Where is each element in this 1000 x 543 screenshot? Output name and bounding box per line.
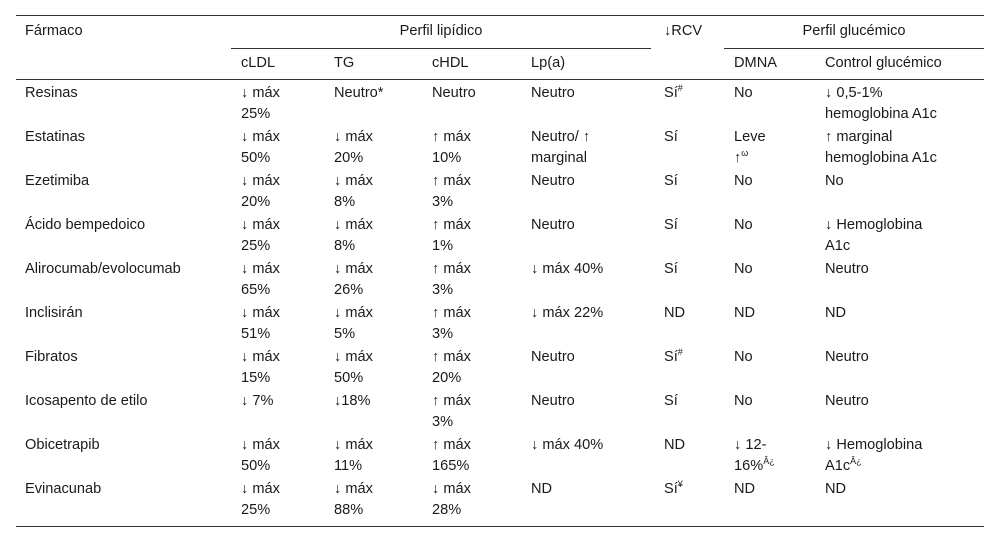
cell-chdl — [432, 259, 524, 300]
cell-tg — [334, 259, 424, 300]
cell-lpa — [531, 435, 656, 456]
cell-farmaco: Inclisirán — [25, 305, 83, 321]
tg-line: ↓18% — [334, 393, 371, 409]
cell-chdl — [432, 347, 524, 388]
rcv-value: Sí — [664, 129, 678, 145]
tg-line: 50% — [334, 369, 364, 386]
tg-line: 26% — [334, 281, 364, 298]
cell-farmaco: Alirocumab/evolocumab — [25, 261, 181, 277]
cldl-line: 65% — [241, 281, 271, 298]
cldl-line: 25% — [241, 501, 271, 518]
cell-rcv — [664, 259, 719, 280]
cell-lpa — [531, 127, 656, 168]
rcv-value: ND — [664, 437, 686, 453]
rcv-value: Sí — [664, 217, 678, 233]
cldl-line: ↓ máx — [241, 85, 280, 101]
cell-dmna — [734, 303, 814, 324]
tg-line: 8% — [334, 237, 356, 254]
header-rcv: ↓RCV — [664, 23, 703, 39]
chdl-line: ↑ máx — [432, 437, 471, 453]
tg-line: ↓ máx — [334, 261, 373, 277]
cldl-line: ↓ máx — [241, 173, 280, 189]
cell-tg — [334, 171, 424, 212]
cell-control — [825, 171, 980, 192]
cell-chdl — [432, 303, 524, 344]
dmna-line: ND — [734, 305, 756, 321]
tg-line: 11% — [334, 457, 363, 474]
dmna-line: ↑$^\omega$ — [734, 147, 749, 166]
rcv-footnote-mark: # — [677, 347, 683, 357]
cell-control — [825, 479, 980, 500]
control-line: $A1c^{Â¿}$ — [825, 455, 862, 474]
cell-cldl — [241, 171, 326, 212]
lipid-group-rule — [231, 48, 651, 49]
cell-control — [825, 303, 980, 324]
cldl-line: 15% — [241, 369, 271, 386]
cell-lpa — [531, 479, 656, 500]
rcv-value: Sí — [664, 481, 678, 497]
dmna-line: No — [734, 85, 753, 101]
dmna-line: No — [734, 261, 753, 277]
lpa-line: marginal — [531, 149, 587, 166]
control-line: Neutro — [825, 349, 869, 365]
cell-lpa — [531, 259, 656, 280]
cell-lpa — [531, 391, 656, 412]
cell-rcv — [664, 303, 719, 324]
tg-line: ↓ máx — [334, 305, 373, 321]
cell-cldl — [241, 347, 326, 388]
cldl-line: 20% — [241, 193, 271, 210]
header-perfil-lipidico: Perfil lipídico — [399, 23, 483, 39]
cell-dmna — [734, 215, 814, 236]
tg-line: 20% — [334, 149, 364, 166]
dmna-line: ND — [734, 481, 756, 497]
cell-dmna — [734, 479, 814, 500]
cell-tg — [334, 83, 424, 104]
rcv-value: Sí — [664, 349, 678, 365]
control-footnote-mark: Â¿ — [850, 455, 862, 466]
chdl-line: 3% — [432, 325, 454, 342]
subheader-tg: TG — [334, 55, 355, 71]
lpa-line: Neutro — [531, 349, 575, 365]
rcv-value: Sí — [664, 261, 678, 277]
cell-farmaco: Icosapento de etilo — [25, 393, 148, 409]
table-top-rule — [16, 15, 984, 16]
cldl-line: 50% — [241, 149, 271, 166]
cell-control — [825, 391, 980, 412]
lpa-line: ↓ máx 22% — [531, 305, 604, 321]
dmna-footnote-mark: Â¿ — [763, 455, 775, 466]
cell-control — [825, 435, 980, 476]
cell-control — [825, 215, 980, 256]
chdl-line: 28% — [432, 501, 462, 518]
control-line: hemoglobina A1c — [825, 149, 937, 166]
tg-line: ↓ máx — [334, 349, 373, 365]
subheader-chdl: cHDL — [432, 55, 469, 71]
cldl-line: ↓ máx — [241, 437, 280, 453]
chdl-line: 10% — [432, 149, 462, 166]
rcv-value: ND — [664, 305, 686, 321]
cldl-line: ↓ 7% — [241, 393, 274, 409]
chdl-line: Neutro — [432, 85, 476, 101]
tg-line: ↓ máx — [334, 217, 373, 233]
cell-dmna — [734, 259, 814, 280]
cell-rcv — [664, 347, 719, 368]
cell-cldl — [241, 479, 326, 520]
tg-line: 8% — [334, 193, 356, 210]
cell-rcv — [664, 479, 719, 500]
cell-dmna — [734, 171, 814, 192]
control-line: ↓ Hemoglobina — [825, 217, 923, 233]
cldl-line: ↓ máx — [241, 481, 280, 497]
chdl-line: ↑ máx — [432, 173, 471, 189]
chdl-line: 3% — [432, 281, 454, 298]
cell-farmaco: Obicetrapib — [25, 437, 100, 453]
chdl-line: ↑ máx — [432, 217, 471, 233]
tg-line: ↓ máx — [334, 173, 373, 189]
control-line: A1c — [825, 237, 851, 254]
cldl-line: ↓ máx — [241, 217, 280, 233]
cell-tg — [334, 479, 424, 520]
cell-tg — [334, 435, 424, 476]
control-line: ↓ 0,5-1% — [825, 85, 883, 101]
cell-rcv — [664, 435, 719, 456]
cell-dmna — [734, 391, 814, 412]
chdl-line: 3% — [432, 413, 454, 430]
cell-cldl — [241, 303, 326, 344]
cell-control — [825, 259, 980, 280]
subheader-cldl: cLDL — [241, 55, 276, 71]
cell-dmna — [734, 127, 814, 168]
cell-tg — [334, 303, 424, 344]
cell-lpa — [531, 215, 656, 236]
table-bottom-rule — [16, 526, 984, 527]
control-line: ND — [825, 481, 847, 497]
control-line: Neutro — [825, 261, 869, 277]
cell-farmaco: Ácido bempedoico — [25, 217, 146, 233]
cell-tg — [334, 347, 424, 388]
cell-chdl — [432, 391, 524, 432]
chdl-line: ↑ máx — [432, 305, 471, 321]
cell-chdl — [432, 215, 524, 256]
cell-rcv — [664, 215, 719, 236]
cldl-line: ↓ máx — [241, 349, 280, 365]
control-line: ND — [825, 305, 847, 321]
cldl-line: 25% — [241, 105, 271, 122]
control-line: No — [825, 173, 844, 189]
cell-farmaco: Fibratos — [25, 349, 78, 365]
lpa-line: ↓ máx 40% — [531, 437, 604, 453]
cell-cldl — [241, 215, 326, 256]
dmna-line: No — [734, 349, 753, 365]
cell-control — [825, 127, 980, 168]
dmna-line: No — [734, 173, 753, 189]
header-perfil-glucemico: Perfil glucémico — [802, 23, 906, 39]
cell-cldl — [241, 127, 326, 168]
cell-cldl — [241, 435, 326, 476]
cell-farmaco: Resinas — [25, 85, 78, 101]
lpa-line: Neutro — [531, 85, 575, 101]
tg-line: Neutro* — [334, 85, 384, 101]
rcv-value: Sí — [664, 85, 678, 101]
cell-dmna — [734, 435, 814, 476]
lpa-line: ND — [531, 481, 553, 497]
dmna-line: 16%$^{Â¿}$ — [734, 455, 775, 474]
rcv-footnote-mark: # — [677, 83, 683, 93]
tg-line: ↓ máx — [334, 481, 373, 497]
cell-chdl — [432, 171, 524, 212]
control-line: Neutro — [825, 393, 869, 409]
dmna-line: Leve — [734, 129, 766, 145]
cell-chdl — [432, 435, 524, 476]
cldl-line: ↓ máx — [241, 261, 280, 277]
cldl-line: ↓ máx — [241, 129, 280, 145]
dmna-line: No — [734, 393, 753, 409]
chdl-line: 165% — [432, 457, 470, 474]
dmna-line: ↓ 12- — [734, 437, 767, 453]
dmna-line: No — [734, 217, 753, 233]
tg-line: 88% — [334, 501, 364, 518]
cell-farmaco: Estatinas — [25, 129, 86, 145]
cell-chdl — [432, 83, 524, 104]
glucose-group-rule — [724, 48, 984, 49]
tg-line: ↓ máx — [334, 437, 373, 453]
cell-chdl — [432, 479, 524, 520]
lpa-line: Neutro — [531, 393, 575, 409]
rcv-footnote-mark: ¥ — [677, 479, 683, 489]
cell-tg — [334, 127, 424, 168]
cell-tg — [334, 391, 424, 412]
cell-rcv — [664, 391, 719, 412]
cell-rcv — [664, 127, 719, 148]
cell-cldl — [241, 391, 326, 412]
cell-farmaco: Ezetimiba — [25, 173, 90, 189]
cldl-line: 51% — [241, 325, 271, 342]
dmna-footnote-mark: ω — [741, 147, 749, 158]
control-line: hemoglobina A1c — [825, 105, 937, 122]
cell-rcv — [664, 171, 719, 192]
rcv-value: Sí — [664, 393, 678, 409]
chdl-line: ↑ máx — [432, 129, 471, 145]
header-farmaco: Fármaco — [25, 23, 83, 39]
chdl-line: ↑ máx — [432, 349, 471, 365]
cell-lpa — [531, 303, 656, 324]
tg-line: ↓ máx — [334, 129, 373, 145]
cell-control — [825, 347, 980, 368]
lpa-line: Neutro — [531, 173, 575, 189]
lpa-line: Neutro — [531, 217, 575, 233]
chdl-line: 3% — [432, 193, 454, 210]
subheader-control: Control glucémico — [825, 55, 942, 71]
cldl-line: ↓ máx — [241, 305, 280, 321]
control-line: ↑ marginal — [825, 129, 893, 145]
chdl-line: ↑ máx — [432, 393, 471, 409]
cell-chdl — [432, 127, 524, 168]
rcv-value: Sí — [664, 173, 678, 189]
cell-cldl — [241, 259, 326, 300]
cell-dmna — [734, 347, 814, 368]
cell-dmna — [734, 83, 814, 104]
cldl-line: 25% — [241, 237, 271, 254]
chdl-line: ↑ máx — [432, 261, 471, 277]
cell-farmaco: Evinacunab — [25, 481, 102, 497]
control-line: ↓ Hemoglobina — [825, 437, 923, 453]
cell-rcv — [664, 83, 719, 104]
cell-cldl — [241, 83, 326, 124]
chdl-line: ↓ máx — [432, 481, 471, 497]
subheader-dmna: DMNA — [734, 55, 777, 71]
cell-lpa — [531, 171, 656, 192]
lpa-line: ↓ máx 40% — [531, 261, 604, 277]
tg-line: 5% — [334, 325, 356, 342]
cldl-line: 50% — [241, 457, 271, 474]
cell-lpa — [531, 83, 656, 104]
lpa-line: Neutro/ ↑ — [531, 129, 591, 145]
chdl-line: 20% — [432, 369, 462, 386]
cell-tg — [334, 215, 424, 256]
cell-lpa — [531, 347, 656, 368]
chdl-line: 1% — [432, 237, 454, 254]
cell-control — [825, 83, 980, 124]
header-bottom-rule — [16, 79, 984, 80]
subheader-lpa: Lp(a) — [531, 55, 566, 71]
